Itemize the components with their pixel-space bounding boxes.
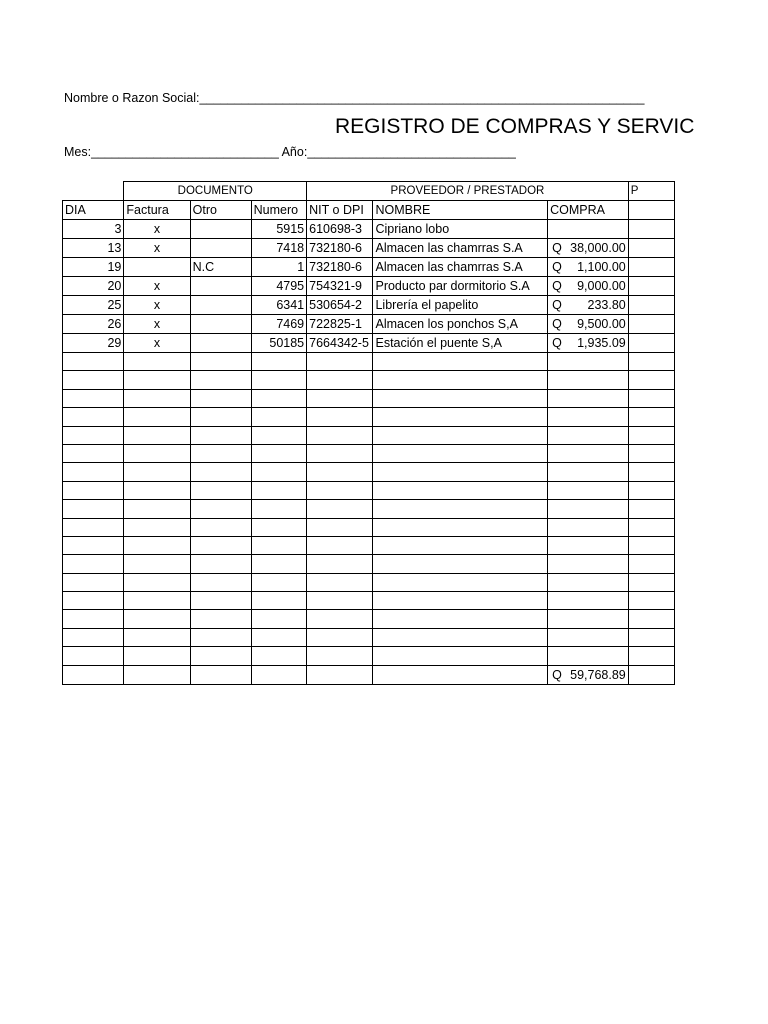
empty-cell[interactable] — [190, 610, 251, 628]
empty-cell[interactable] — [190, 444, 251, 462]
empty-cell[interactable] — [548, 628, 629, 646]
empty-cell[interactable] — [251, 481, 307, 499]
currency-symbol: Q — [552, 317, 562, 331]
empty-cell[interactable] — [628, 426, 674, 444]
cell-compra[interactable] — [548, 239, 629, 258]
empty-cell[interactable] — [373, 610, 548, 628]
empty-cell[interactable] — [307, 665, 373, 684]
cell-nombre[interactable]: Almacen los ponchos S,A — [373, 315, 548, 334]
empty-row — [63, 481, 675, 499]
cell-truncated[interactable] — [628, 220, 674, 239]
table-row — [63, 239, 675, 258]
empty-row — [63, 353, 675, 371]
empty-cell[interactable] — [190, 463, 251, 481]
empty-row — [63, 389, 675, 407]
cell-compra[interactable] — [548, 277, 629, 296]
table-row — [63, 334, 675, 353]
razon-social-blank: ________________________________________________________________ — [199, 91, 645, 105]
empty-cell[interactable] — [373, 592, 548, 610]
cell-truncated[interactable] — [628, 277, 674, 296]
cell-truncated[interactable] — [628, 296, 674, 315]
empty-cell[interactable] — [63, 573, 124, 591]
empty-cell[interactable] — [63, 426, 124, 444]
empty-cell[interactable] — [63, 500, 124, 518]
empty-cell[interactable] — [124, 371, 190, 389]
empty-cell[interactable] — [190, 389, 251, 407]
empty-cell[interactable] — [124, 555, 190, 573]
empty-cell[interactable] — [307, 518, 373, 536]
column-header-dia: DIA — [63, 201, 124, 220]
purchases-grid — [62, 181, 675, 685]
empty-cell[interactable] — [190, 481, 251, 499]
cell-numero[interactable]: 5915 — [251, 220, 307, 239]
empty-cell[interactable] — [124, 408, 190, 426]
empty-cell[interactable] — [628, 536, 674, 554]
cell-factura[interactable] — [124, 258, 190, 277]
empty-cell[interactable] — [373, 500, 548, 518]
table-row — [63, 315, 675, 334]
empty-cell[interactable] — [124, 628, 190, 646]
empty-cell[interactable] — [307, 610, 373, 628]
group-header-documento: DOCUMENTO — [124, 182, 307, 201]
empty-cell[interactable] — [63, 444, 124, 462]
razon-social-label: Nombre o Razon Social: — [64, 91, 200, 105]
empty-cell[interactable] — [63, 371, 124, 389]
empty-cell[interactable] — [628, 610, 674, 628]
empty-cell[interactable] — [124, 573, 190, 591]
cell-dia[interactable]: 13 — [63, 239, 124, 258]
cell-compra[interactable] — [548, 220, 629, 239]
empty-cell[interactable] — [190, 592, 251, 610]
empty-cell[interactable] — [307, 408, 373, 426]
empty-cell[interactable] — [548, 592, 629, 610]
cell-total-compra[interactable] — [548, 665, 629, 684]
empty-cell[interactable] — [307, 647, 373, 665]
empty-cell[interactable] — [190, 518, 251, 536]
empty-row — [63, 371, 675, 389]
group-header-proveedor: PROVEEDOR / PRESTADOR — [307, 182, 629, 201]
empty-cell[interactable] — [628, 389, 674, 407]
cell-compra[interactable] — [548, 315, 629, 334]
empty-cell[interactable] — [190, 408, 251, 426]
empty-cell[interactable] — [628, 463, 674, 481]
empty-cell[interactable] — [548, 573, 629, 591]
empty-cell[interactable] — [628, 500, 674, 518]
empty-cell[interactable] — [124, 610, 190, 628]
empty-cell[interactable] — [373, 628, 548, 646]
empty-cell[interactable] — [628, 518, 674, 536]
empty-cell[interactable] — [373, 444, 548, 462]
empty-cell[interactable] — [190, 573, 251, 591]
cell-numero[interactable]: 6341 — [251, 296, 307, 315]
empty-cell[interactable] — [373, 481, 548, 499]
empty-cell[interactable] — [63, 555, 124, 573]
empty-row — [63, 592, 675, 610]
empty-cell[interactable] — [251, 353, 307, 371]
cell-otro[interactable] — [190, 334, 251, 353]
empty-row — [63, 610, 675, 628]
amount-value: 9,000.00 — [577, 279, 626, 293]
mes-label: Mes: — [64, 145, 92, 159]
empty-cell[interactable] — [251, 463, 307, 481]
empty-cell[interactable] — [628, 481, 674, 499]
currency-symbol: Q — [552, 279, 562, 293]
empty-cell[interactable] — [190, 371, 251, 389]
column-header-truncated — [628, 201, 674, 220]
empty-cell[interactable] — [628, 573, 674, 591]
empty-cell[interactable] — [307, 555, 373, 573]
empty-cell[interactable] — [251, 555, 307, 573]
empty-cell[interactable] — [307, 371, 373, 389]
cell-dia[interactable]: 20 — [63, 277, 124, 296]
empty-cell[interactable] — [190, 426, 251, 444]
amount-value: 1,100.00 — [577, 260, 626, 274]
empty-cell[interactable] — [124, 518, 190, 536]
empty-cell[interactable] — [251, 536, 307, 554]
cell-nit[interactable]: 732180-6 — [307, 239, 373, 258]
cell-otro[interactable] — [190, 296, 251, 315]
empty-cell[interactable] — [628, 371, 674, 389]
empty-cell[interactable] — [548, 536, 629, 554]
table-row — [63, 277, 675, 296]
razon-social-field — [64, 91, 644, 105]
empty-cell[interactable] — [548, 500, 629, 518]
empty-cell[interactable] — [251, 665, 307, 684]
empty-cell[interactable] — [307, 536, 373, 554]
page-title: REGISTRO DE COMPRAS Y SERVIC — [335, 115, 695, 138]
cell-dia[interactable]: 25 — [63, 296, 124, 315]
cell-dia[interactable]: 19 — [63, 258, 124, 277]
empty-row — [63, 500, 675, 518]
empty-cell[interactable] — [307, 628, 373, 646]
cell-nombre[interactable]: Cipriano lobo — [373, 220, 548, 239]
group-header-row — [63, 182, 675, 201]
cell-otro[interactable] — [190, 315, 251, 334]
empty-cell[interactable] — [373, 573, 548, 591]
cell-numero[interactable]: 7418 — [251, 239, 307, 258]
amount-value: 38,000.00 — [570, 241, 626, 255]
empty-cell[interactable] — [251, 610, 307, 628]
column-header-compra: COMPRA — [548, 201, 629, 220]
cell-factura[interactable]: x — [124, 220, 190, 239]
empty-cell[interactable] — [124, 389, 190, 407]
amount-value: 9,500.00 — [577, 317, 626, 331]
empty-cell[interactable] — [251, 444, 307, 462]
empty-cell[interactable] — [190, 353, 251, 371]
table-row — [63, 258, 675, 277]
cell-factura[interactable]: x — [124, 277, 190, 296]
purchases-table — [62, 181, 675, 685]
cell-nombre[interactable]: Almacen las chamrras S.A — [373, 239, 548, 258]
amount-value: 233.80 — [587, 298, 626, 312]
empty-row — [63, 444, 675, 462]
empty-cell[interactable] — [251, 426, 307, 444]
empty-row — [63, 628, 675, 646]
empty-cell[interactable] — [373, 536, 548, 554]
cell-nombre[interactable]: Producto par dormitorio S.A — [373, 277, 548, 296]
cell-numero[interactable]: 50185 — [251, 334, 307, 353]
empty-cell[interactable] — [548, 426, 629, 444]
cell-nit[interactable]: 722825-1 — [307, 315, 373, 334]
amount-value: 1,935.09 — [577, 336, 626, 350]
column-header-otro: Otro — [190, 201, 251, 220]
cell-nit[interactable]: 754321-9 — [307, 277, 373, 296]
empty-cell[interactable] — [190, 628, 251, 646]
cell-nit[interactable]: 7664342-5 — [307, 334, 373, 353]
empty-cell[interactable] — [307, 573, 373, 591]
empty-cell[interactable] — [373, 647, 548, 665]
empty-cell[interactable] — [373, 408, 548, 426]
empty-cell[interactable] — [548, 555, 629, 573]
empty-cell[interactable] — [63, 353, 124, 371]
total-row — [63, 665, 675, 684]
empty-cell[interactable] — [124, 353, 190, 371]
anio-label: Año: — [281, 145, 308, 159]
empty-cell[interactable] — [251, 647, 307, 665]
empty-cell[interactable] — [124, 500, 190, 518]
anio-blank: ______________________________ — [307, 145, 516, 159]
empty-cell[interactable] — [63, 536, 124, 554]
cell-factura[interactable]: x — [124, 296, 190, 315]
empty-cell[interactable] — [373, 518, 548, 536]
empty-row — [63, 647, 675, 665]
cell-factura[interactable]: x — [124, 315, 190, 334]
cell-compra[interactable] — [548, 296, 629, 315]
cell-factura[interactable]: x — [124, 239, 190, 258]
empty-row — [63, 536, 675, 554]
empty-row — [63, 426, 675, 444]
column-header-factura: Factura — [124, 201, 190, 220]
empty-cell[interactable] — [628, 408, 674, 426]
cell-factura[interactable]: x — [124, 334, 190, 353]
amount-value: 59,768.89 — [570, 667, 626, 682]
column-header-nit: NIT o DPI — [307, 201, 373, 220]
empty-cell[interactable] — [63, 610, 124, 628]
empty-cell[interactable] — [373, 555, 548, 573]
empty-cell[interactable] — [373, 665, 548, 684]
empty-row — [63, 463, 675, 481]
empty-cell[interactable] — [628, 592, 674, 610]
empty-cell[interactable] — [63, 628, 124, 646]
mes-anio-field — [64, 145, 516, 159]
empty-cell[interactable] — [124, 481, 190, 499]
empty-cell[interactable] — [251, 628, 307, 646]
cell-otro[interactable] — [190, 220, 251, 239]
empty-cell[interactable] — [190, 536, 251, 554]
empty-cell[interactable] — [124, 444, 190, 462]
empty-cell[interactable] — [307, 353, 373, 371]
cell-truncated[interactable] — [628, 315, 674, 334]
empty-cell[interactable] — [63, 665, 124, 684]
empty-row — [63, 408, 675, 426]
empty-cell[interactable] — [307, 463, 373, 481]
empty-cell[interactable] — [190, 555, 251, 573]
cell-compra[interactable] — [548, 334, 629, 353]
cell-numero[interactable]: 4795 — [251, 277, 307, 296]
empty-row — [63, 518, 675, 536]
empty-cell[interactable] — [307, 389, 373, 407]
empty-cell[interactable] — [63, 389, 124, 407]
cell-nit[interactable]: 530654-2 — [307, 296, 373, 315]
cell-otro[interactable]: N.C — [190, 258, 251, 277]
empty-cell[interactable] — [124, 426, 190, 444]
empty-cell[interactable] — [124, 463, 190, 481]
table-row — [63, 296, 675, 315]
column-header-numero: Numero — [251, 201, 307, 220]
empty-cell[interactable] — [190, 647, 251, 665]
cell-dia[interactable]: 26 — [63, 315, 124, 334]
empty-cell[interactable] — [307, 500, 373, 518]
empty-row — [63, 555, 675, 573]
empty-cell[interactable] — [251, 573, 307, 591]
cell-otro[interactable] — [190, 277, 251, 296]
empty-cell[interactable] — [251, 389, 307, 407]
empty-cell[interactable] — [548, 371, 629, 389]
column-header-nombre: NOMBRE — [373, 201, 548, 220]
column-header-row — [63, 201, 675, 220]
empty-cell[interactable] — [628, 555, 674, 573]
empty-cell[interactable] — [307, 444, 373, 462]
empty-cell[interactable] — [63, 592, 124, 610]
empty-cell[interactable] — [548, 444, 629, 462]
empty-cell[interactable] — [373, 463, 548, 481]
empty-cell[interactable] — [63, 463, 124, 481]
currency-symbol: Q — [552, 667, 562, 682]
empty-cell[interactable] — [548, 408, 629, 426]
empty-cell[interactable] — [63, 408, 124, 426]
empty-cell[interactable] — [628, 647, 674, 665]
empty-cell[interactable] — [373, 371, 548, 389]
empty-cell[interactable] — [307, 592, 373, 610]
currency-symbol: Q — [552, 241, 562, 255]
empty-cell[interactable] — [307, 426, 373, 444]
mes-blank: ___________________________ — [91, 145, 279, 159]
empty-cell[interactable] — [628, 665, 674, 684]
empty-cell[interactable] — [124, 592, 190, 610]
empty-cell[interactable] — [63, 647, 124, 665]
cell-nombre[interactable]: Librería el papelito — [373, 296, 548, 315]
cell-dia[interactable]: 29 — [63, 334, 124, 353]
empty-cell[interactable] — [190, 665, 251, 684]
cell-compra[interactable] — [548, 258, 629, 277]
cell-nombre[interactable]: Estación el puente S,A — [373, 334, 548, 353]
empty-cell[interactable] — [251, 408, 307, 426]
cell-nit[interactable]: 732180-6 — [307, 258, 373, 277]
empty-cell[interactable] — [628, 353, 674, 371]
cell-truncated[interactable] — [628, 239, 674, 258]
empty-cell[interactable] — [548, 389, 629, 407]
cell-truncated[interactable] — [628, 334, 674, 353]
cell-nit[interactable]: 610698-3 — [307, 220, 373, 239]
table-row — [63, 220, 675, 239]
empty-cell[interactable] — [190, 500, 251, 518]
cell-dia[interactable]: 3 — [63, 220, 124, 239]
empty-cell[interactable] — [124, 665, 190, 684]
empty-cell[interactable] — [548, 481, 629, 499]
cell-otro[interactable] — [190, 239, 251, 258]
group-header-empty — [63, 182, 124, 201]
empty-cell[interactable] — [548, 610, 629, 628]
empty-cell[interactable] — [251, 518, 307, 536]
empty-cell[interactable] — [124, 536, 190, 554]
cell-truncated[interactable] — [628, 258, 674, 277]
empty-row — [63, 573, 675, 591]
empty-cell[interactable] — [628, 444, 674, 462]
currency-symbol: Q — [552, 260, 562, 274]
empty-cell[interactable] — [63, 518, 124, 536]
empty-cell[interactable] — [373, 353, 548, 371]
empty-cell[interactable] — [548, 647, 629, 665]
group-header-truncated: P — [628, 182, 674, 201]
empty-cell[interactable] — [373, 389, 548, 407]
cell-nombre[interactable]: Almacen las chamrras S.A — [373, 258, 548, 277]
cell-numero[interactable]: 1 — [251, 258, 307, 277]
empty-cell[interactable] — [548, 463, 629, 481]
empty-cell[interactable] — [548, 353, 629, 371]
empty-cell[interactable] — [628, 628, 674, 646]
empty-cell[interactable] — [251, 592, 307, 610]
empty-cell[interactable] — [124, 647, 190, 665]
empty-cell[interactable] — [251, 500, 307, 518]
empty-cell[interactable] — [251, 371, 307, 389]
empty-cell[interactable] — [373, 426, 548, 444]
empty-cell[interactable] — [63, 481, 124, 499]
empty-cell[interactable] — [548, 518, 629, 536]
currency-symbol: Q — [552, 336, 562, 350]
currency-symbol: Q — [552, 298, 562, 312]
cell-numero[interactable]: 7469 — [251, 315, 307, 334]
empty-cell[interactable] — [307, 481, 373, 499]
